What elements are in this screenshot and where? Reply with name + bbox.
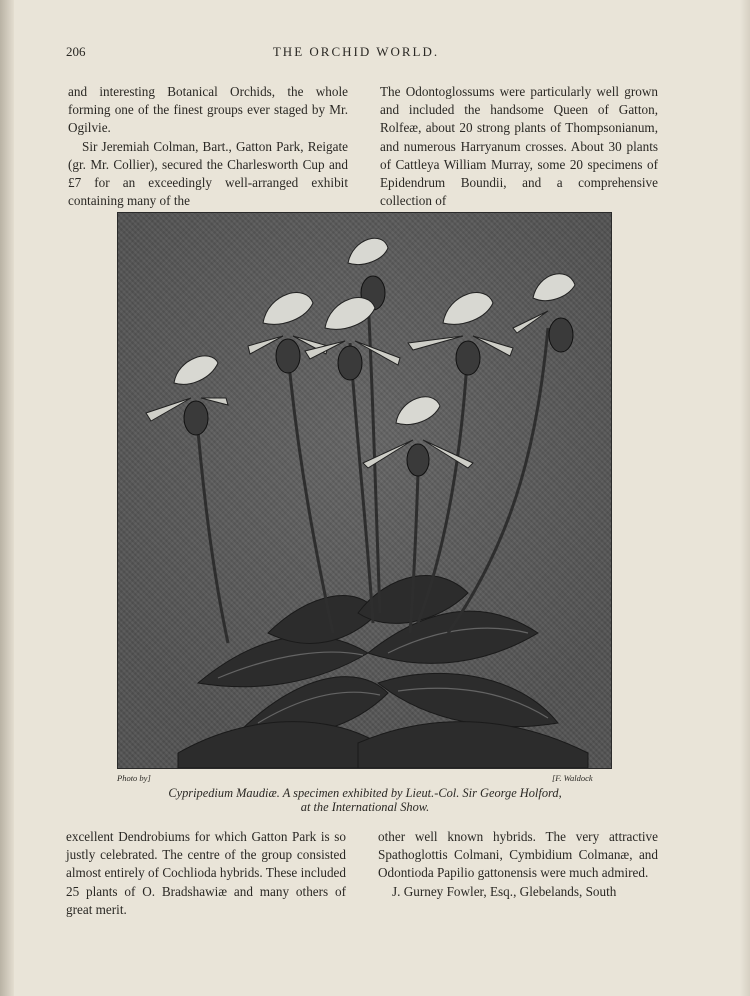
- paragraph: Sir Jeremiah Colman, Bart., Gatton Park, Reigate (gr. Mr. Collier), secured the Charlesworth Cup and £7 for an exceedingly well-arranged exhibit containing many of the: [68, 138, 348, 209]
- orchid-photograph: [117, 212, 612, 769]
- photo-credit-left: Photo by]: [117, 773, 151, 783]
- page-gutter: [0, 0, 14, 996]
- cypripedium-plant-illustration: [118, 213, 611, 768]
- paragraph: other well known hybrids. The very attractive Spathoglottis Colmani, Cymbidium Colmanæ, and Odontioda Papilio gattonensis were much admired.: [378, 829, 658, 881]
- page-header: [66, 44, 646, 64]
- text-column-bottom-right: [378, 828, 658, 901]
- running-title: THE ORCHID WORLD.: [272, 44, 440, 59]
- page-number: 206: [66, 44, 86, 59]
- figure-caption: [110, 786, 620, 814]
- photo-credit-right: [F. Waldock: [552, 773, 593, 783]
- text-column-bottom-left: [66, 828, 346, 919]
- caption-line: Cypripedium Maudiæ. A specimen exhibited by Lieut.-Col. Sir George Holford,: [168, 786, 562, 800]
- paragraph: The Odontoglossums were particularly well grown and included the handsome Queen of Gatton, Rolfeæ, about 20 strong plants of Thompsonianum, and numerous Harryanum crosses. About 30 plants of Cattleya William Murray, some 20 specimens of Epidendrum Boundii, and a comprehensive collection of: [380, 84, 658, 209]
- caption-line: at the International Show.: [300, 800, 430, 814]
- paragraph: J. Gurney Fowler, Esq., Glebelands, South: [392, 883, 617, 899]
- paragraph: and interesting Botanical Orchids, the whole forming one of the finest groups ever staged by Mr. Ogilvie.: [68, 84, 348, 136]
- paragraph: excellent Dendrobiums for which Gatton Park is so justly celebrated. The centre of the group consisted almost entirely of Cochlioda hybrids. These included 25 plants of O. Bradshawiæ and many others of great merit.: [66, 829, 346, 917]
- text-column-top-right: [380, 83, 658, 210]
- page-edge: [740, 0, 750, 996]
- text-column-top-left: [68, 83, 348, 210]
